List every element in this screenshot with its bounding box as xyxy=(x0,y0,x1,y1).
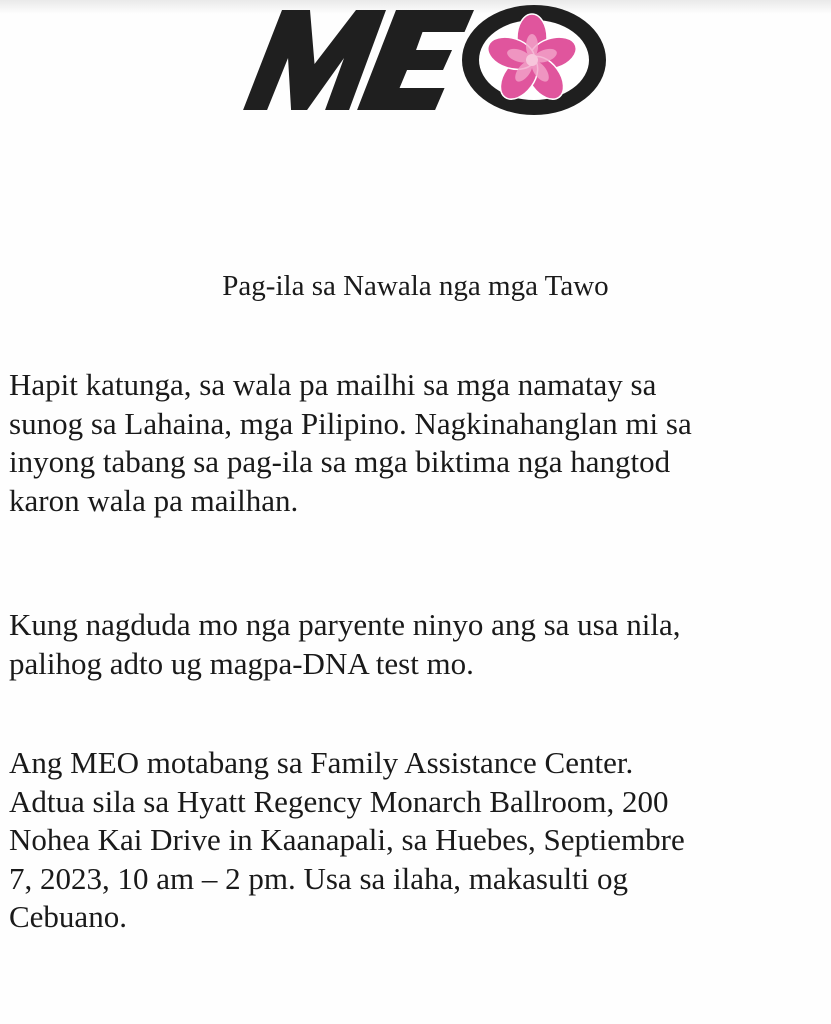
paragraph-line: 7, 2023, 10 am – 2 pm. Usa sa ilaha, makasulti og xyxy=(9,860,629,896)
paragraph-line: Adtua sila sa Hyatt Regency Monarch Ballroom, 200 xyxy=(9,783,669,819)
paragraph-line: sunog sa Lahaina, mga Pilipino. Nagkinahanglan mi sa xyxy=(9,405,692,441)
paragraph-line: Ang MEO motabang sa Family Assistance Center. xyxy=(9,745,634,780)
paragraph-2 xyxy=(9,606,825,683)
meo-logo xyxy=(226,2,610,120)
paragraph-line: Kung nagduda mo nga paryente ninyo ang sa usa nila, xyxy=(9,607,681,642)
paragraph-line: Cebuano. xyxy=(9,899,127,934)
page-title: Pag-ila sa Nawala nga mga Tawo xyxy=(222,270,609,302)
paragraph-line: karon wala pa mailhan. xyxy=(9,482,299,518)
paragraph-1 xyxy=(9,366,825,520)
paragraph-line: Hapit katunga, sa wala pa mailhi sa mga namatay sa xyxy=(9,367,657,402)
paragraph-line: inyong tabang sa pag-ila sa mga biktima nga hangtod xyxy=(9,444,671,479)
paragraph-line: palihog adto ug magpa-DNA test mo. xyxy=(9,645,474,681)
meo-logo-graphic xyxy=(226,2,610,120)
paragraph-line: Nohea Kai Drive in Kaanapali, sa Huebes, Septiembre xyxy=(9,822,685,857)
paragraph-3 xyxy=(9,744,825,937)
